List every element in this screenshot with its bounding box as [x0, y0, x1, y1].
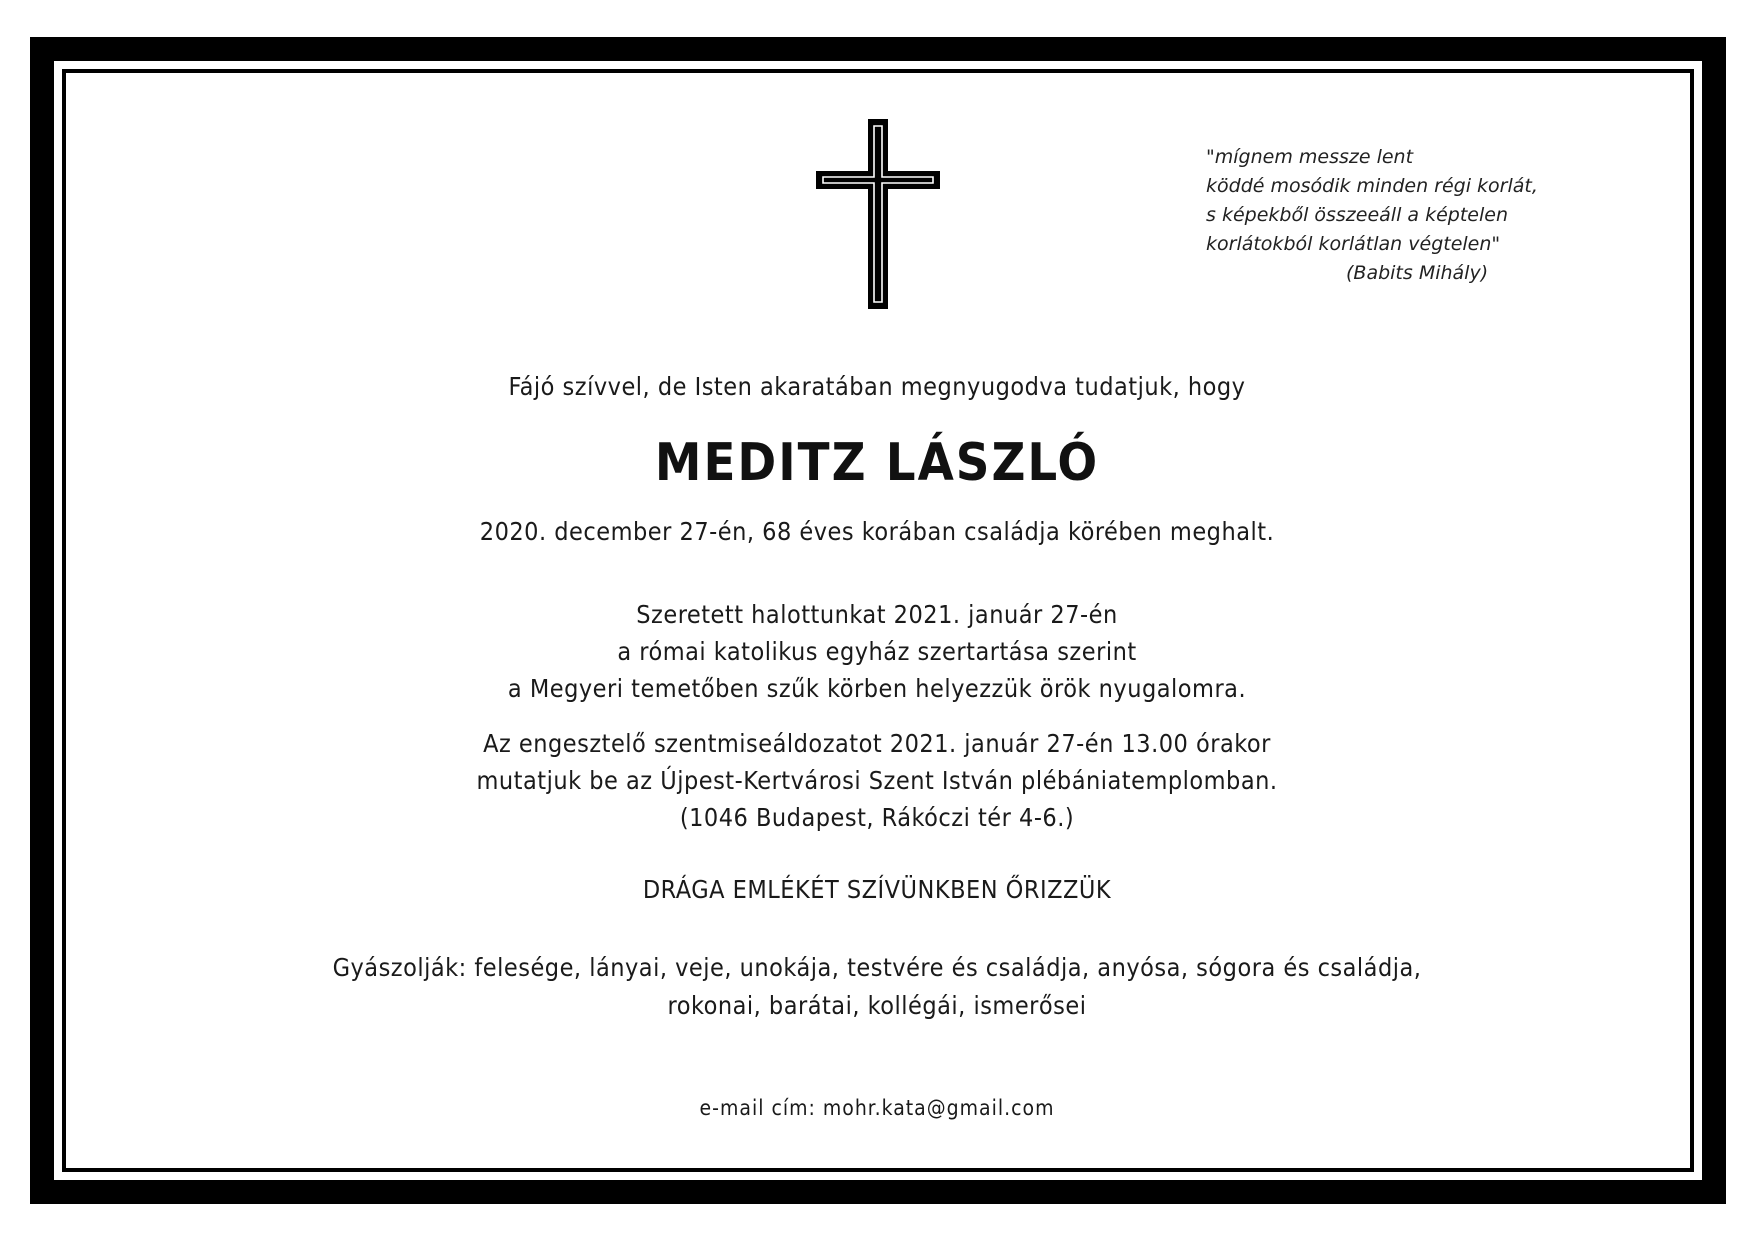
funeral-details — [0, 596, 1754, 707]
poem-quote — [1206, 143, 1626, 288]
funeral-line: a Megyeri temetőben szűk körben helyezzük örök nyugalomra. — [507, 674, 1247, 703]
mourners-list — [0, 949, 1754, 1025]
poem-line: köddé mosódik minden régi korlát, — [1206, 175, 1538, 197]
latin-cross-icon — [815, 118, 941, 310]
intro-text: Fájó szívvel, de Isten akaratában megnyugodva tudatjuk, hogy — [508, 372, 1246, 401]
poem-line: s képekből összeeáll a képtelen — [1206, 204, 1508, 226]
funeral-line: a római katolikus egyház szertartása szerint — [617, 637, 1137, 666]
mass-line: (1046 Budapest, Rákóczi tér 4-6.) — [679, 803, 1075, 832]
poem-author: (Babits Mihály) — [1346, 262, 1489, 284]
mourners-line: Gyászolják: felesége, lányai, veje, unokája, testvére és családja, anyósa, sógora és családja, — [332, 953, 1422, 982]
mourners-line: rokonai, barátai, kollégái, ismerősei — [667, 991, 1087, 1020]
funeral-line: Szeretett halottunkat 2021. január 27-én — [636, 600, 1118, 629]
poem-line: korlátokból korlátlan végtelen" — [1206, 233, 1501, 255]
deceased-name: MEDITZ LÁSZLÓ — [654, 433, 1100, 493]
memory-motto: DRÁGA EMLÉKÉT SZÍVÜNKBEN ŐRIZZÜK — [642, 875, 1112, 904]
poem-line: "mígnem messze lent — [1206, 146, 1414, 168]
mass-line: Az engesztelő szentmiseáldozatot 2021. január 27-én 13.00 órakor — [483, 729, 1271, 758]
contact-email: e-mail cím: mohr.kata@gmail.com — [699, 1096, 1055, 1120]
mass-line: mutatjuk be az Újpest-Kertvárosi Szent István plébániatemplomban. — [476, 766, 1278, 795]
mass-details — [0, 725, 1754, 836]
death-notice: 2020. december 27-én, 68 éves korában családja körében meghalt. — [479, 517, 1275, 546]
